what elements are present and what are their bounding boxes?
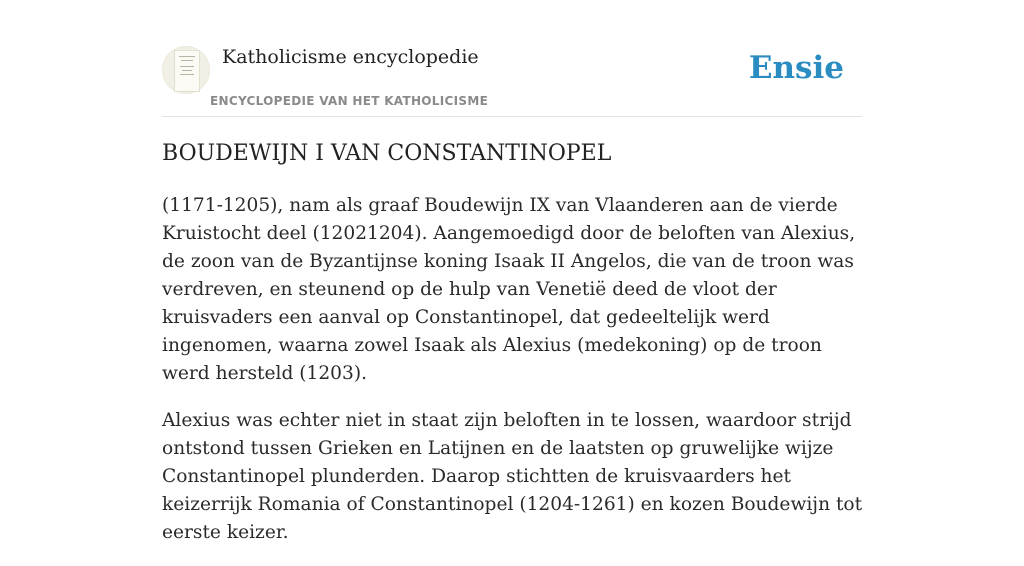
- site-title[interactable]: Katholicisme encyclopedie: [222, 46, 479, 68]
- site-header: [162, 44, 862, 117]
- article-body: [162, 192, 864, 566]
- ensie-logo-link[interactable]: Ensie: [748, 50, 844, 86]
- book-cover-icon[interactable]: [162, 46, 210, 94]
- article-paragraph: Alexius was echter niet in staat zijn beloften in te lossen, waardoor strijd ontstond tussen Grieken en Latijnen en de laatsten op gruwelijke wijze Constantinopel plunderden. Daarop stichtten de kruisvaarders het keizerrijk Romania of Constantinopel (1204-1261) en kozen Boudewijn tot eerste keizer.: [162, 410, 863, 543]
- article-title: BOUDEWIJN I VAN CONSTANTINOPEL: [162, 141, 612, 166]
- article-paragraph: (1171-1205), nam als graaf Boudewijn IX van Vlaanderen aan de vierde Kruistocht deel (12021204). Aangemoedigd door de beloften van Alexius, de zoon van de Byzantijnse koning Isaak II Angelos, die van de troon was verdreven, en steunend op de hulp van Venetië deed de vloot der kruisvaders een aanval op Constantinopel, dat gedeeltelijk werd ingenomen, waarna zowel Isaak als Alexius (medekoning) op de troon werd hersteld (1203).: [162, 195, 856, 384]
- book-cover-thumbnail: [174, 50, 200, 92]
- site-subtitle: ENCYCLOPEDIE VAN HET KATHOLICISME: [210, 94, 489, 108]
